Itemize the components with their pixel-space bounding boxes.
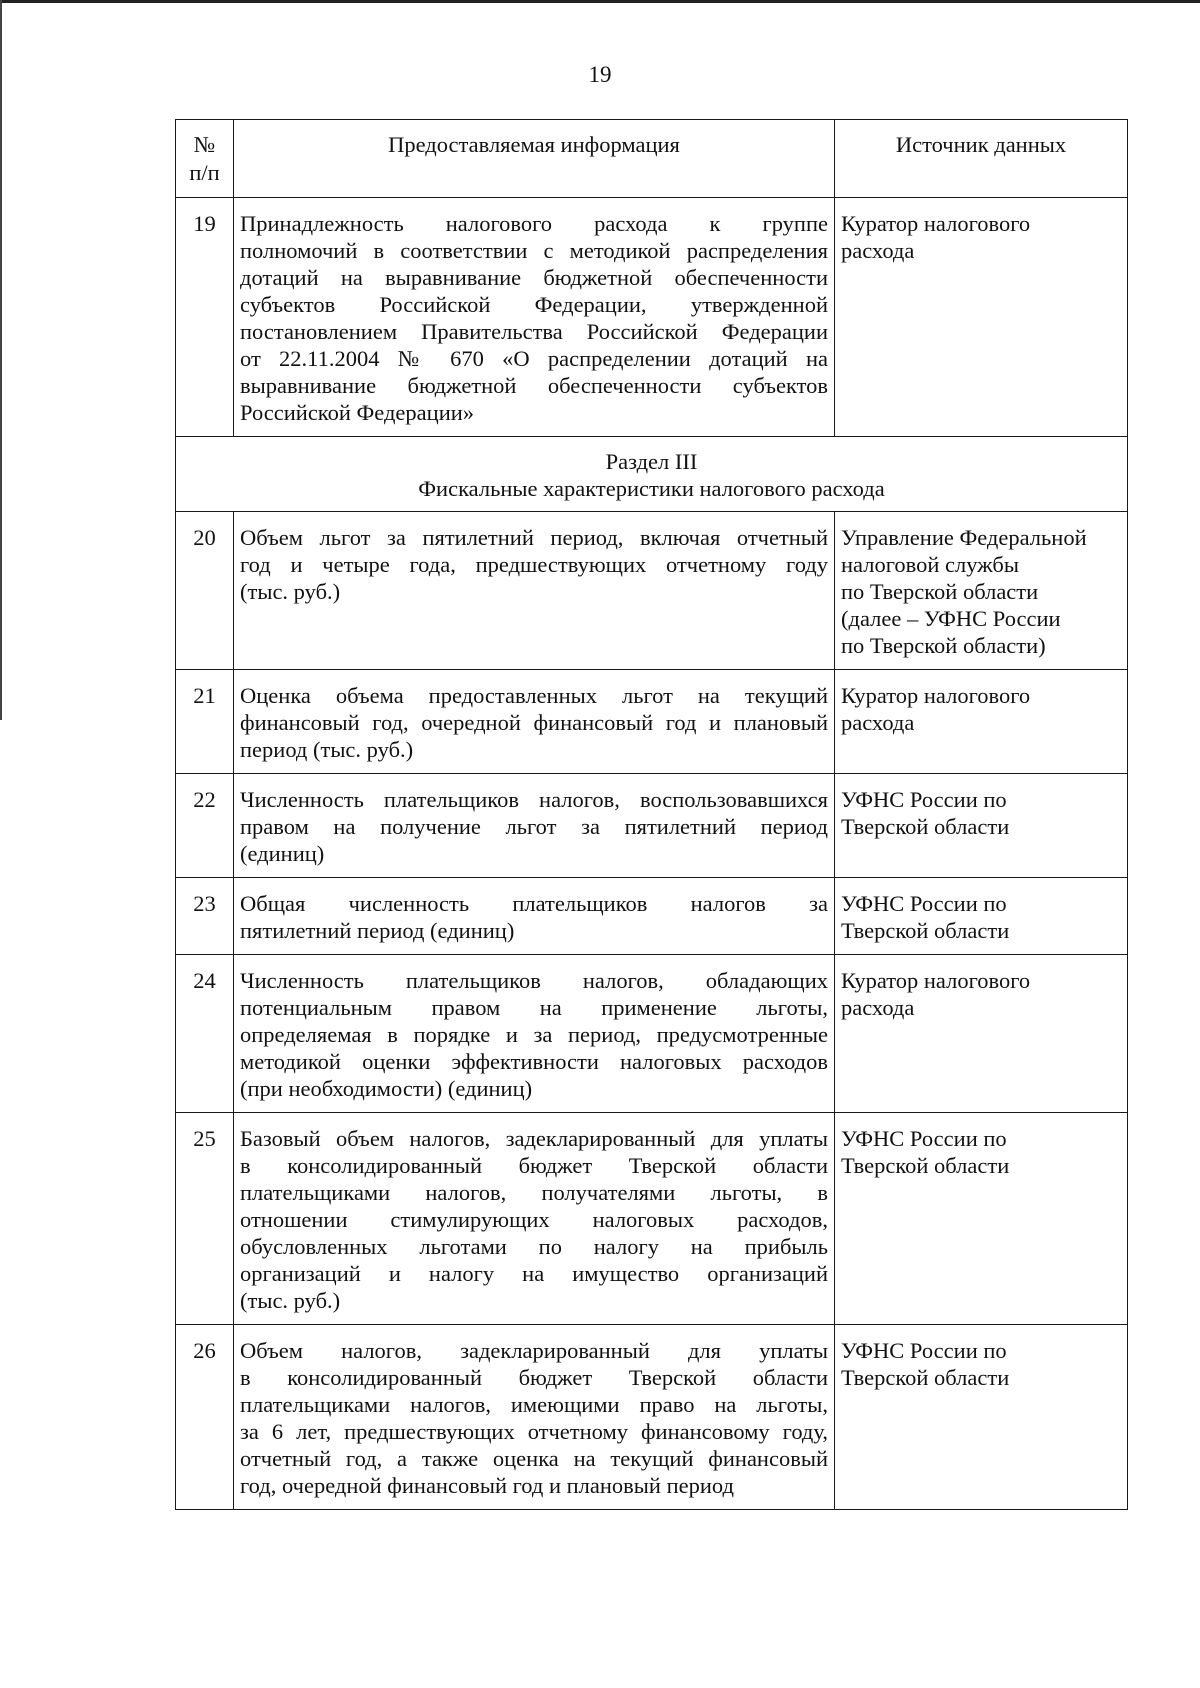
row-number: 25 [176, 1113, 234, 1325]
row-number: 26 [176, 1325, 234, 1510]
row-number: 19 [176, 198, 234, 437]
info-line: Объем льгот за пятилетний период, включая отчетный [240, 525, 828, 550]
info-line: за 6 лет, предшествующих отчетному финансовому году, [240, 1419, 828, 1444]
row-info [234, 198, 835, 437]
row-info [234, 955, 835, 1113]
row-source [835, 670, 1128, 774]
info-line: полномочий в соответствии с методикой распределения [240, 238, 828, 263]
source-line: расхода [841, 995, 915, 1020]
info-line: Объем налогов, задекларированный для уплаты [240, 1338, 828, 1363]
section-title: Раздел III [605, 449, 698, 474]
source-line: Управление Федеральной [841, 525, 1087, 550]
table-row [176, 878, 1128, 955]
info-line: год, очередной финансовый год и плановый период [240, 1473, 734, 1498]
table-row [176, 1325, 1128, 1510]
info-line: в консолидированный бюджет Тверской области [240, 1365, 828, 1390]
info-line: (тыс. руб.) [240, 1288, 341, 1313]
header-number [176, 120, 234, 198]
info-line: выравнивание бюджетной обеспеченности субъектов [240, 373, 828, 398]
source-line: (далее – УФНС России [841, 606, 1061, 631]
info-line: отношении стимулирующих налоговых расходов, [240, 1207, 828, 1232]
source-line: УФНС России по [841, 1126, 1007, 1151]
scan-edge-top [0, 0, 1200, 3]
source-line: Тверской области [841, 918, 1010, 943]
source-line: расхода [841, 238, 915, 263]
info-line: постановлением Правительства Российской Федерации [240, 319, 828, 344]
row-info [234, 1113, 835, 1325]
row-source [835, 1325, 1128, 1510]
header-info: Предоставляемая информация [234, 120, 835, 198]
source-line: УФНС России по [841, 891, 1007, 916]
table-row [176, 774, 1128, 878]
row-number: 22 [176, 774, 234, 878]
info-line: отчетный год, а также оценка на текущий финансовый [240, 1446, 828, 1471]
row-source [835, 512, 1128, 670]
row-number: 21 [176, 670, 234, 774]
source-line: УФНС России по [841, 787, 1007, 812]
row-source [835, 198, 1128, 437]
info-line: субъектов Российской Федерации, утвержденной [240, 292, 828, 317]
source-line: налоговой службы [841, 552, 1019, 577]
row-info [234, 1325, 835, 1510]
info-line: (тыс. руб.) [240, 579, 341, 604]
info-line: Оценка объема предоставленных льгот на текущий [240, 683, 828, 708]
info-line: период (тыс. руб.) [240, 737, 414, 762]
row-source [835, 955, 1128, 1113]
row-info [234, 512, 835, 670]
header-number-line-2: п/п [189, 160, 220, 185]
source-line: по Тверской области) [841, 633, 1046, 658]
info-line: от 22.11.2004 № 670 «О распределении дотаций на [240, 346, 828, 371]
row-info [234, 774, 835, 878]
table-row [176, 512, 1128, 670]
info-line: Принадлежность налогового расхода к группе [240, 211, 828, 236]
info-line: методикой оценки эффективности налоговых расходов [240, 1049, 828, 1074]
info-line: дотаций на выравнивание бюджетной обеспеченности [240, 265, 828, 290]
row-source [835, 774, 1128, 878]
info-line: обусловленных льготами по налогу на прибыль [240, 1234, 828, 1259]
info-line: Российской Федерации» [240, 400, 475, 425]
info-line: Численность плательщиков налогов, обладающих [240, 968, 828, 993]
scan-edge-left [0, 0, 2, 720]
row-number: 20 [176, 512, 234, 670]
table-row [176, 198, 1128, 437]
source-line: Тверской области [841, 1153, 1010, 1178]
source-line: УФНС России по [841, 1338, 1007, 1363]
table-row [176, 955, 1128, 1113]
info-line: Базовый объем налогов, задекларированный для уплаты [240, 1126, 828, 1151]
info-line: финансовый год, очередной финансовый год и плановый [240, 710, 828, 735]
table-row [176, 670, 1128, 774]
section-subtitle: Фискальные характеристики налогового расхода [418, 476, 885, 501]
section-heading [176, 437, 1128, 512]
info-line: Общая численность плательщиков налогов за [240, 891, 828, 916]
page-number: 19 [588, 62, 612, 87]
source-line: расхода [841, 710, 915, 735]
source-line: Тверской области [841, 814, 1010, 839]
row-source [835, 1113, 1128, 1325]
source-line: Тверской области [841, 1365, 1010, 1390]
row-number: 23 [176, 878, 234, 955]
info-line: организаций и налогу на имущество организаций [240, 1261, 828, 1286]
info-line: плательщиками налогов, получателями льготы, в [240, 1180, 828, 1205]
header-number-line-1: № [193, 132, 216, 157]
document-table [175, 119, 1128, 1510]
source-line: по Тверской области [841, 579, 1039, 604]
row-info [234, 878, 835, 955]
info-line: Численность плательщиков налогов, воспользовавшихся [240, 787, 828, 812]
info-line: (при необходимости) (единиц) [240, 1076, 533, 1101]
source-line: Куратор налогового [841, 683, 1031, 708]
source-line: Куратор налогового [841, 968, 1031, 993]
info-line: плательщиками налогов, имеющими право на льготы, [240, 1392, 828, 1417]
info-line: пятилетний период (единиц) [240, 918, 515, 943]
row-number: 24 [176, 955, 234, 1113]
info-line: потенциальным правом на применение льготы, [240, 995, 828, 1020]
header-source: Источник данных [835, 120, 1128, 198]
info-line: (единиц) [240, 841, 325, 866]
table-row [176, 1113, 1128, 1325]
source-line: Куратор налогового [841, 211, 1031, 236]
section-heading-row [176, 437, 1128, 512]
info-line: правом на получение льгот за пятилетний период [240, 814, 828, 839]
row-info [234, 670, 835, 774]
row-source [835, 878, 1128, 955]
table-header-row [176, 120, 1128, 198]
info-line: год и четыре года, предшествующих отчетному году [240, 552, 828, 577]
info-line: определяемая в порядке и за период, предусмотренные [240, 1022, 828, 1047]
info-line: в консолидированный бюджет Тверской области [240, 1153, 828, 1178]
